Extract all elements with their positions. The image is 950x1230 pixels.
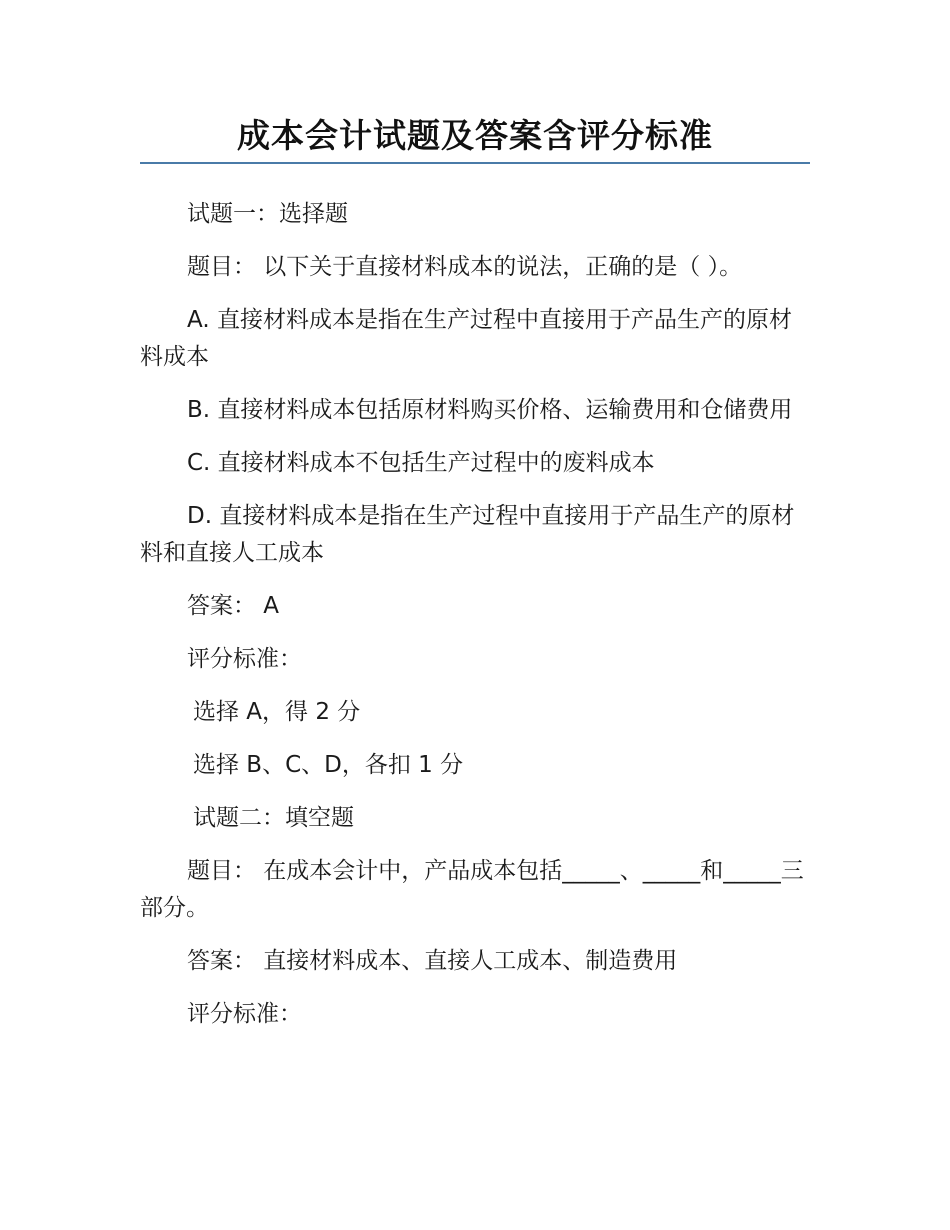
option-c: C. 直接材料成本不包括生产过程中的废料成本 (187, 450, 655, 476)
document-title: 成本会计试题及答案含评分标准 (237, 116, 713, 155)
option-a: A. 直接材料成本是指在生产过程中直接用于产品生产的原材料成本 (140, 307, 792, 370)
option-b: B. 直接材料成本包括原材料购买价格、运输费用和仓储费用 (187, 397, 793, 423)
section-heading-question-1: 试题一：选择题 (187, 201, 348, 227)
question-1-prompt: 题目： 以下关于直接材料成本的说法，正确的是（ ）。 (187, 254, 743, 280)
title-underline (140, 162, 810, 164)
question-2-scoring-heading: 评分标准： (187, 1001, 302, 1027)
document-body (140, 196, 810, 1049)
scoring-rule-correct: 选择 A，得 2 分 (193, 699, 361, 725)
scoring-rule-wrong: 选择 B、C、D，各扣 1 分 (193, 752, 464, 778)
question-1-answer: 答案： A (187, 593, 280, 619)
question-1-scoring-heading: 评分标准： (187, 646, 302, 672)
section-heading-question-2: 试题二：填空题 (193, 805, 354, 831)
option-d: D. 直接材料成本是指在生产过程中直接用于产品生产的原材料和直接人工成本 (140, 503, 795, 566)
question-2-answer: 答案： 直接材料成本、直接人工成本、制造费用 (187, 948, 678, 974)
question-2-prompt: 题目： 在成本会计中，产品成本包括_____、_____和_____三部分。 (140, 858, 804, 921)
